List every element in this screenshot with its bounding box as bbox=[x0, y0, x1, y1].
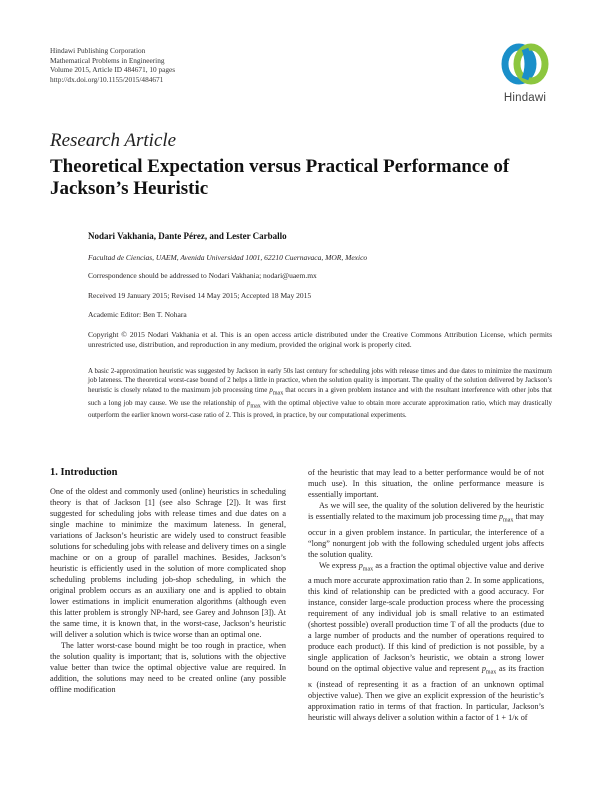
abstract bbox=[88, 367, 552, 421]
abstract-text-3: with the optimal objective value to obtain more accurate approximation ratio, which may drastically outperform the earlier known worst-case ratio of 2. This is proved, in practice, by our computational experiments. bbox=[88, 398, 552, 420]
volume-line: Volume 2015, Article ID 484671, 10 pages bbox=[50, 65, 176, 75]
journal-header bbox=[50, 46, 175, 84]
pmax-subscript: max bbox=[362, 566, 374, 573]
pmax-symbol: p bbox=[246, 398, 251, 407]
pmax-symbol: p bbox=[358, 560, 363, 570]
journal-name: Mathematical Problems in Engineering bbox=[50, 55, 165, 65]
hindawi-logo bbox=[498, 40, 552, 110]
pmax-subscript: max bbox=[503, 517, 514, 524]
pmax-symbol: p bbox=[481, 664, 486, 674]
academic-editor: Academic Editor: Ben T. Nohara bbox=[88, 310, 187, 319]
pmax-subscript: max bbox=[485, 669, 497, 676]
paragraph-text: We express bbox=[319, 560, 359, 570]
paragraph: The latter worst-case bound might be too rough in practice, when the solution quality is important; that is, solutions with the objective value better than twice the optimal objective value are required. In addition, the solutions may need to be created online (any possible offline modification bbox=[50, 641, 286, 694]
pmax-symbol: p bbox=[269, 385, 273, 394]
pmax-subscript: max bbox=[272, 390, 284, 397]
received-dates: Received 19 January 2015; Revised 14 May 2015; Accepted 18 May 2015 bbox=[88, 291, 312, 300]
paragraph: of the heuristic that may lead to a better performance would be of not much use). In this situation, the online performance measure is essentially important. bbox=[308, 468, 544, 499]
pmax-symbol: p bbox=[498, 512, 504, 521]
paragraph: One of the oldest and commonly used (online) heuristics in scheduling theory is that of Jackson [1] (see also Schrage [2]). It was first suggested for scheduling jobs with release times and due dates on a single machine to minimize the maximum lateness. In general, variations of Jackson’s heuristic are widely used to construct feasible solutions for scheduling jobs with release and delivery times on a single machine or on a group of parallel machines. Besides, Jackson’s heuristic is efficiently used in the solution of more complicated shop scheduling problems including job-shop scheduling, in which the original problem occurs as an auxiliary one and is applied to obtain lower estimations in implicit enumeration algorithms (although even this latter problem is strongly NP-hard, see Garey and Johnson [3]). At the same time, it is known that, in the worst-case, Jackson’s heuristic will deliver a solution which is twice worse than an optimal one. bbox=[50, 487, 286, 639]
publisher-line: Hindawi Publishing Corporation bbox=[50, 46, 146, 55]
article-type: Research Article bbox=[50, 130, 177, 151]
doi-link[interactable]: http://dx.doi.org/10.1155/2015/484671 bbox=[50, 74, 164, 84]
body-column-right bbox=[308, 467, 544, 723]
body-column-left bbox=[50, 467, 286, 695]
pmax-subscript: max bbox=[250, 403, 261, 409]
section-heading: 1. Introduction bbox=[50, 467, 118, 478]
abstract-text-1: A basic 2-approximation heuristic was suggested by Jackson in early 50s last century for scheduling jobs with release times and due dates to minimize the maximum job lateness. The theoretical worst-case bound of 2 helps a little in practice, when the solution quality is important. The quality of the solution delivered by Jackson’s heuristic is closely related to the maximum job processing time bbox=[88, 367, 552, 394]
copyright-notice: Copyright © 2015 Nodari Vakhania et al. This is an open access article distributed under the Creative Commons Attribution License, which permits unrestricted use, distribution, and reproduction in any medium, provided the original work is properly cited. bbox=[88, 330, 552, 349]
paragraph-text: as a fraction the optimal objective value and derive a much more accurate approximation ratio than 2. In some applications, this kind of relationship can be predicted with a good accuracy. For instance, consider large-scale production process where the processing requirement of any individual job is small relative to an estimated (shortest possible) overall production time T of all the products (due to a large number of products and the number of operations required to produce each product). If this kind of prediction is not possible, by a single application of Jackson’s heuristic, we obtain a strong lower bound on the optimal objective value and represent bbox=[308, 560, 544, 674]
affiliation: Facultad de Ciencias, UAEM, Avenida Universidad 1001, 62210 Cuernavaca, MOR, Mexico bbox=[88, 253, 368, 262]
hindawi-logo-icon bbox=[498, 40, 552, 92]
paragraph-text: As we will see, the quality of the solution delivered by the heuristic is essentially related to the maximum job processing time bbox=[308, 501, 544, 521]
paragraph bbox=[308, 500, 544, 560]
abstract-text-2: that occurs in a given problem instance and with the resultant interference with other jobs that such a long job may cause. We use the relationship of bbox=[88, 385, 552, 407]
paragraph bbox=[308, 560, 544, 723]
paragraph-text: as its fraction κ (instead of representing it as a fraction of an unknown optimal objective value). Then we give an explicit expression of the heuristic’s approximation ratio in terms of that fraction. In particular, Jackson’s heuristic will always deliver a solution within a factor of 1 + 1/κ of bbox=[308, 664, 544, 722]
correspondence: Correspondence should be addressed to Nodari Vakhania; nodari@uaem.mx bbox=[88, 271, 317, 280]
author-list: Nodari Vakhania, Dante Pérez, and Lester Carballo bbox=[88, 231, 287, 241]
paragraph-text: that may occur in a given problem instance. In particular, the interference of a “long” nonurgent job with the following scheduled urgent jobs affects the solution quality. bbox=[308, 512, 544, 559]
article-title: Theoretical Expectation versus Practical Performance of Jackson’s Heuristic bbox=[50, 156, 510, 199]
hindawi-logo-text: Hindawi bbox=[503, 92, 547, 104]
